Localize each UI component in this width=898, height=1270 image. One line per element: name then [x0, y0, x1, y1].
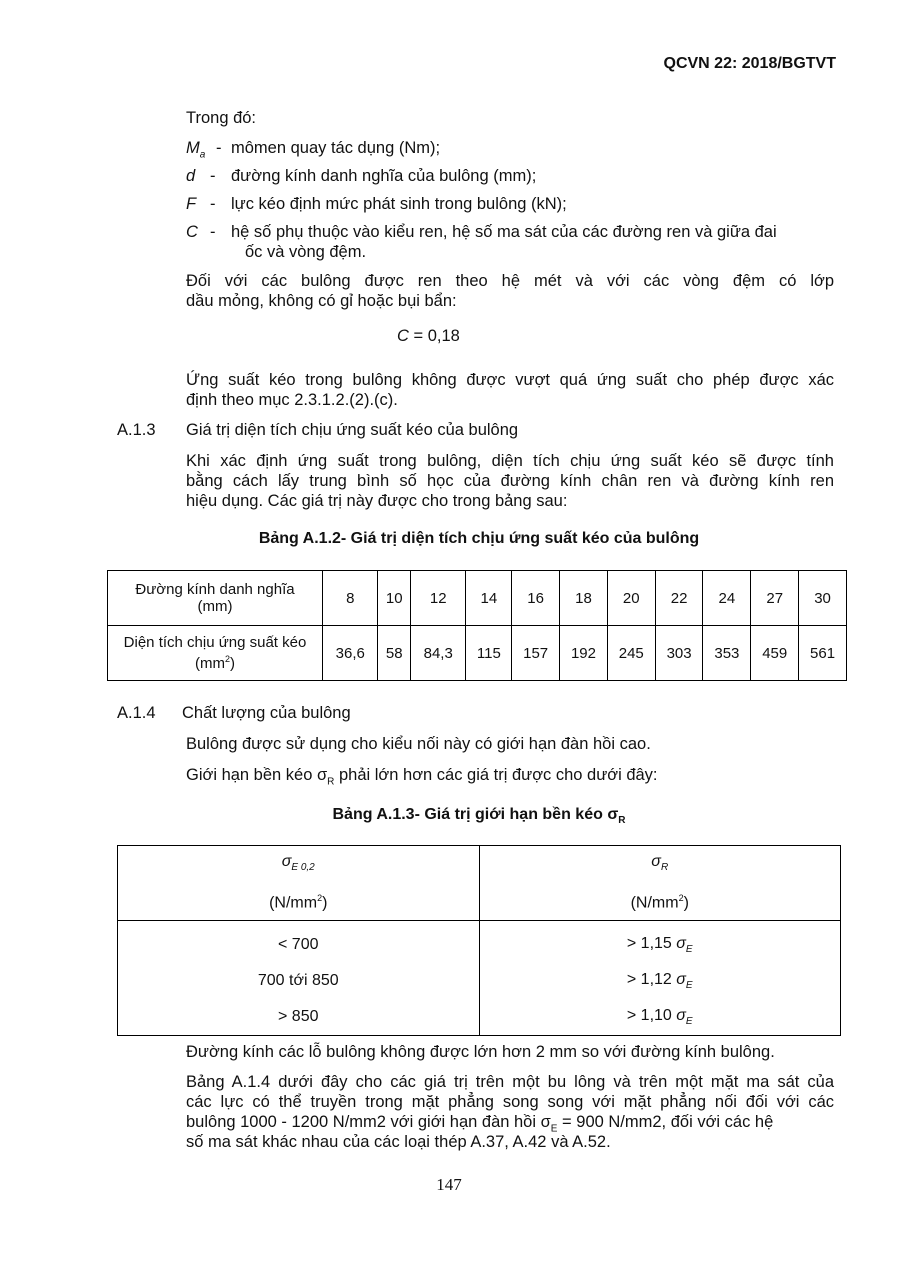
- text-part: Giới hạn bền kéo σ: [186, 766, 328, 784]
- table-header-row: [118, 846, 841, 921]
- paragraph-a14-2: [186, 765, 658, 792]
- area-cell: 245: [607, 626, 655, 681]
- sigma-subscript: E 0,2: [291, 862, 315, 874]
- paragraph-holes: Đường kính các lỗ bulông không được lớn hơn 2 mm so với đường kính bulông.: [186, 1043, 775, 1061]
- value-text: > 1,10: [626, 1006, 677, 1024]
- definition-f: [186, 194, 846, 214]
- paragraph-a14-1: Bulông được sử dụng cho kiểu nối này có giới hạn đàn hồi cao.: [186, 735, 651, 753]
- diameter-cell: 18: [560, 571, 608, 626]
- unit-superscript: 2: [317, 893, 323, 904]
- table-row: [108, 571, 847, 626]
- unit-superscript: 2: [224, 654, 230, 664]
- table-row: [108, 626, 847, 681]
- document-header: QCVN 22: 2018/BGTVT: [663, 55, 836, 72]
- area-cell: 157: [512, 626, 560, 681]
- table-row: [118, 963, 841, 999]
- paragraph-stress-line1: Ứng suất kéo trong bulông không được vượt quá ứng suất cho phép được xác: [186, 371, 834, 389]
- intro-text: Trong đó:: [186, 109, 257, 127]
- diameter-cell: 12: [410, 571, 465, 626]
- formula: [397, 326, 460, 346]
- formula-symbol: C: [397, 327, 409, 345]
- definition-d: [186, 166, 846, 186]
- diameter-cell: 22: [655, 571, 703, 626]
- symbol: d: [186, 167, 196, 185]
- diameter-cell: 10: [378, 571, 410, 626]
- symbol-subscript: a: [199, 149, 206, 161]
- sigma-symbol: σ: [676, 1006, 686, 1024]
- definition-text-continued: ốc và vòng đệm.: [245, 243, 367, 261]
- dash: -: [210, 195, 216, 213]
- bolt-area-table: [107, 570, 847, 681]
- paragraph-a13-line1: Khi xác định ứng suất trong bulông, diện tích chịu ứng suất kéo sẽ được tính: [186, 452, 834, 470]
- area-cell: 192: [560, 626, 608, 681]
- unit-text: (N/mm: [630, 894, 679, 912]
- sigma-subscript: E: [550, 1123, 558, 1135]
- sigma-subscript: E: [685, 944, 693, 956]
- tensile-cell: [479, 921, 841, 964]
- sigma-subscript: E: [685, 980, 693, 992]
- area-cell: 459: [751, 626, 799, 681]
- row-label-area: [108, 626, 323, 681]
- symbol: M: [186, 139, 200, 157]
- symbol: F: [186, 195, 197, 213]
- label-unit: (mm): [197, 598, 233, 615]
- diameter-cell: 30: [799, 571, 847, 626]
- sigma-symbol: σ: [676, 970, 686, 988]
- tensile-cell: [479, 999, 841, 1036]
- definition-text: hệ số phụ thuộc vào kiểu ren, hệ số ma sát của các đường ren và giữa đai: [231, 223, 777, 241]
- diameter-cell: 24: [703, 571, 751, 626]
- unit-text: (N/mm: [269, 894, 318, 912]
- label-line: Đường kính danh nghĩa: [135, 581, 295, 598]
- yield-cell: 700 tới 850: [118, 963, 480, 999]
- symbol: C: [186, 223, 198, 241]
- section-number-a13: A.1.3: [117, 421, 156, 439]
- area-cell: 303: [655, 626, 703, 681]
- row-label-diameter: [108, 571, 323, 626]
- dash: -: [210, 223, 216, 241]
- text-part: bulông 1000 - 1200 N/mm2 với giới hạn đàn hồi σ: [186, 1113, 551, 1131]
- sigma-symbol: σ: [676, 934, 686, 952]
- paragraph-metric-line1: Đối với các bulông được ren theo hệ mét và với các vòng đệm có lớp: [186, 272, 834, 290]
- definition-text: mômen quay tác dụng (Nm);: [231, 139, 441, 157]
- diameter-cell: 8: [323, 571, 378, 626]
- unit-close: ): [683, 894, 689, 912]
- table1-caption: Bảng A.1.2- Giá trị diện tích chịu ứng suất kéo của bulông: [258, 530, 700, 547]
- label-unit: (mm: [194, 655, 225, 672]
- paragraph-a13-line3: hiệu dụng. Các giá trị này được cho trong bảng sau:: [186, 492, 568, 510]
- text-part: phải lớn hơn các giá trị được cho dưới đây:: [334, 766, 658, 784]
- definition-text: đường kính danh nghĩa của bulông (mm);: [231, 167, 537, 185]
- paragraph-a14-table-line4: số ma sát khác nhau của các loại thép A.37, A.42 và A.52.: [186, 1133, 611, 1151]
- column-header-tensile: [479, 846, 841, 921]
- diameter-cell: 14: [466, 571, 512, 626]
- definition-ma: [186, 138, 846, 165]
- caption-subscript: R: [618, 815, 626, 827]
- table2-caption: [0, 806, 898, 826]
- value-text: > 1,12: [626, 970, 677, 988]
- sigma-subscript: R: [660, 862, 669, 874]
- area-cell: 36,6: [323, 626, 378, 681]
- area-cell: 84,3: [410, 626, 465, 681]
- value-text: > 1,15: [626, 934, 677, 952]
- definition-text: lực kéo định mức phát sinh trong bulông (kN);: [231, 195, 567, 213]
- diameter-cell: 20: [607, 571, 655, 626]
- column-header-yield: [118, 846, 480, 921]
- sigma-subscript: R: [327, 776, 335, 788]
- dash: -: [210, 167, 216, 185]
- text-part: = 900 N/mm2, đối với các hệ: [557, 1113, 774, 1131]
- caption-text: Bảng A.1.3- Giá trị giới hạn bền kéo σ: [332, 806, 619, 823]
- tensile-strength-table: [117, 845, 841, 1036]
- section-title-a14: Chất lượng của bulông: [182, 704, 351, 722]
- table-row: [118, 999, 841, 1036]
- sigma-symbol: σ: [281, 853, 292, 871]
- sigma-symbol: σ: [651, 853, 661, 871]
- label-unit-close: ): [230, 655, 235, 672]
- label-line: Diện tích chịu ứng suất kéo: [123, 634, 307, 651]
- section-number-a14: A.1.4: [117, 704, 156, 722]
- yield-cell: > 850: [118, 999, 480, 1036]
- area-cell: 58: [378, 626, 410, 681]
- page-number: 147: [436, 1175, 462, 1194]
- area-cell: 561: [799, 626, 847, 681]
- definition-c: [186, 222, 846, 261]
- area-cell: 353: [703, 626, 751, 681]
- formula-value: = 0,18: [408, 327, 460, 345]
- paragraph-stress-line2: định theo mục 2.3.1.2.(2).(c).: [186, 391, 398, 409]
- yield-cell: < 700: [118, 921, 480, 964]
- diameter-cell: 27: [751, 571, 799, 626]
- dash: -: [216, 139, 222, 157]
- table-row: [118, 921, 841, 964]
- paragraph-metric-line2: dầu mỏng, không có gỉ hoặc bụi bẩn:: [186, 292, 457, 310]
- paragraph-a13-line2: bằng cách lấy trung bình số học của đường kính chân ren và đường kính ren: [186, 472, 834, 490]
- paragraph-a14-table-line1: Bảng A.1.4 dưới đây cho các giá trị trên một bu lông và trên một mặt ma sát của: [186, 1073, 834, 1091]
- paragraph-a14-table-line2: các lực có thể truyền trong mặt phẳng song song với mặt phẳng nối đối với các: [186, 1093, 834, 1111]
- area-cell: 115: [466, 626, 512, 681]
- section-title-a13: Giá trị diện tích chịu ứng suất kéo của bulông: [186, 421, 519, 439]
- unit-close: ): [322, 894, 328, 912]
- sigma-subscript: E: [685, 1016, 693, 1028]
- diameter-cell: 16: [512, 571, 560, 626]
- unit-superscript: 2: [678, 893, 684, 904]
- tensile-cell: [479, 963, 841, 999]
